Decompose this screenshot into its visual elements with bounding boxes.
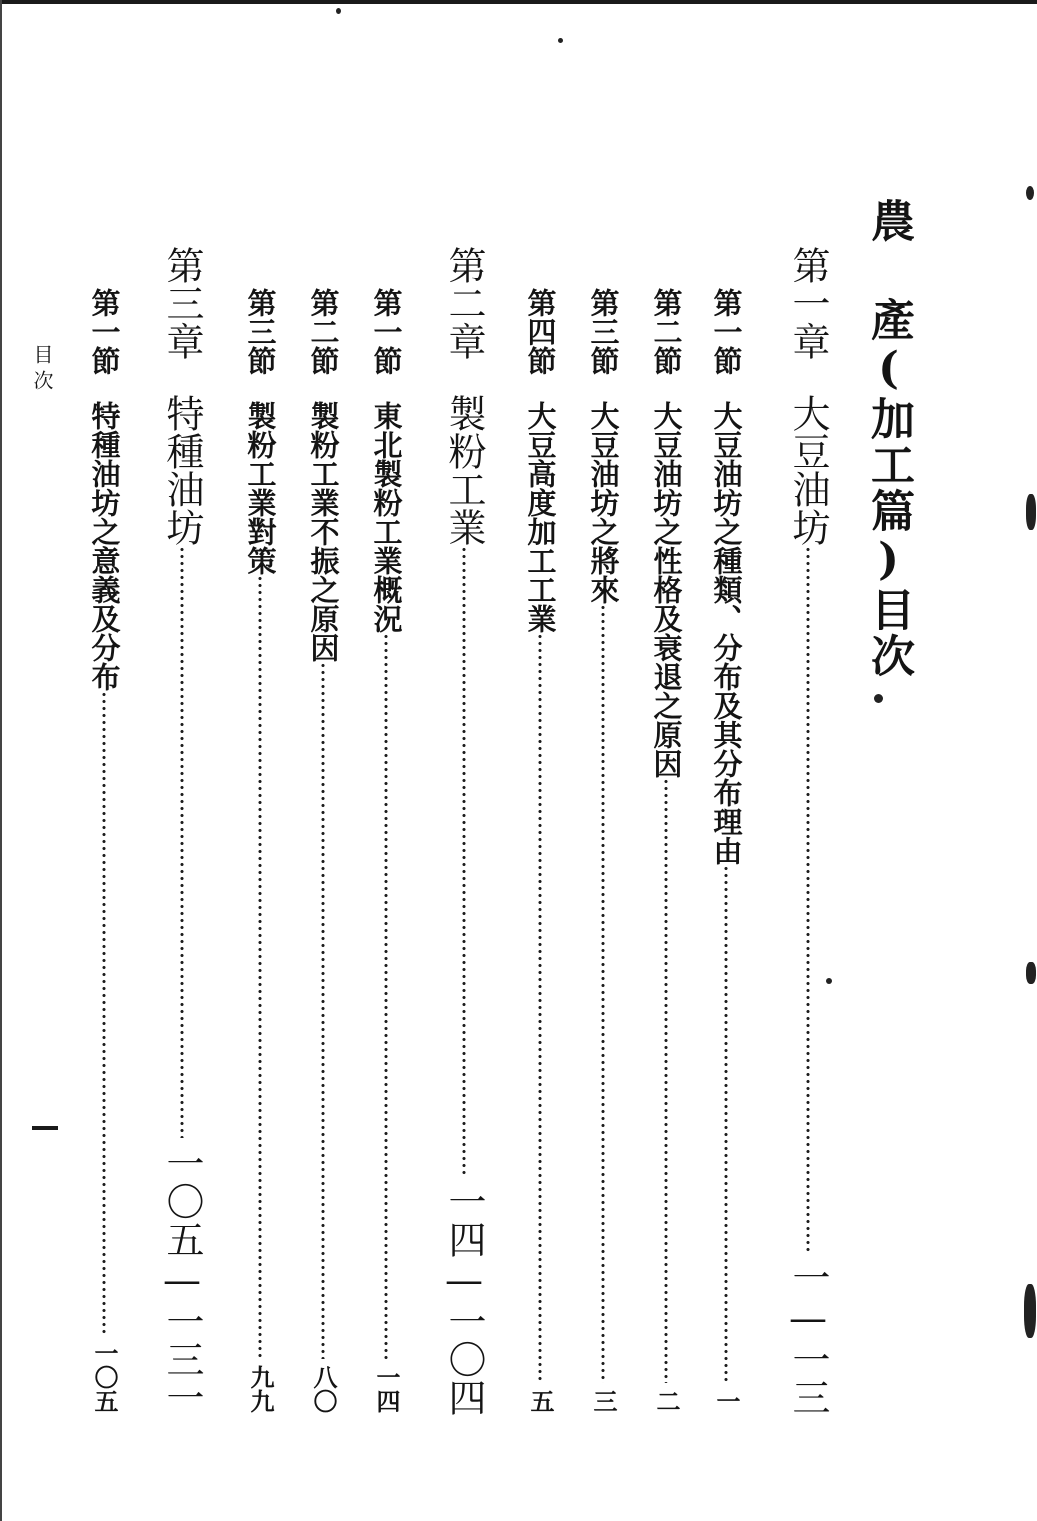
toc-section-1-3	[585, 288, 621, 1413]
dot-leader	[806, 546, 810, 1252]
scan-speck	[826, 978, 832, 984]
scan-speck	[1024, 1284, 1036, 1338]
section-label: 第三節	[243, 288, 278, 375]
section-title: 大豆油坊之種類、分布及其分布理由	[709, 401, 744, 865]
section-label: 第二節	[649, 288, 684, 375]
section-label: 第一節	[369, 288, 404, 375]
page-number: 九九	[246, 1365, 275, 1413]
page-number: 三	[589, 1389, 618, 1413]
dot-leader	[664, 778, 668, 1383]
section-title: 大豆油坊之將來	[586, 401, 621, 604]
section-label: 第三節	[586, 288, 621, 375]
dot-leader	[384, 633, 388, 1359]
section-title: 特種油坊之意義及分布	[87, 401, 122, 691]
section-label: 第四節	[523, 288, 558, 375]
chapter-label: 第三章	[160, 246, 204, 360]
scan-speck	[1026, 962, 1036, 984]
toc-section-3-1	[86, 288, 122, 1413]
scan-speck	[874, 694, 883, 703]
top-scan-border	[0, 0, 1037, 4]
page-number: 八〇	[309, 1365, 338, 1413]
scan-speck	[336, 8, 341, 14]
chapter-title: 製粉工業	[442, 394, 486, 546]
section-title: 製粉工業對策	[243, 401, 278, 575]
toc-section-1-2	[648, 288, 684, 1413]
toc-section-2-3	[242, 288, 278, 1413]
chapter-title: 大豆油坊	[786, 394, 830, 546]
dot-leader	[724, 865, 728, 1383]
page-number: 一〇五	[90, 1341, 119, 1413]
chapter-title: 特種油坊	[160, 394, 204, 546]
page-number: 二	[652, 1389, 681, 1413]
section-title: 大豆高度加工工業	[523, 401, 558, 633]
left-scan-border	[0, 0, 2, 1521]
page-number: 一〇五—一三一	[160, 1144, 204, 1416]
scan-speck	[558, 38, 563, 43]
dot-leader	[538, 633, 542, 1383]
section-title: 東北製粉工業概況	[369, 401, 404, 633]
toc-chapter-1	[786, 246, 830, 1416]
chapter-label: 第一章	[786, 246, 830, 360]
toc-chapter-3	[160, 246, 204, 1416]
running-footer: 目次	[30, 344, 54, 396]
toc-section-1-1	[708, 288, 744, 1413]
toc-chapter-2	[442, 246, 486, 1416]
page-number: 一	[712, 1389, 741, 1413]
toc-section-2-1	[368, 288, 404, 1413]
section-label: 第一節	[87, 288, 122, 375]
toc-section-2-2	[305, 288, 341, 1413]
page-number: 一四—一〇四	[442, 1182, 486, 1416]
section-label: 第二節	[306, 288, 341, 375]
section-label: 第一節	[709, 288, 744, 375]
dot-leader	[462, 546, 466, 1176]
section-title: 大豆油坊之性格及衰退之原因	[649, 401, 684, 778]
dot-leader	[321, 662, 325, 1359]
chapter-label: 第二章	[442, 246, 486, 360]
section-title: 製粉工業不振之原因	[306, 401, 341, 662]
toc-section-1-4	[522, 288, 558, 1413]
page-number: 一—一三	[786, 1258, 830, 1416]
folio-page-number	[32, 1126, 58, 1130]
dot-leader	[180, 546, 184, 1138]
scan-speck	[1026, 494, 1036, 530]
dot-leader	[601, 604, 605, 1383]
dot-leader	[258, 575, 262, 1359]
page-number: 五	[526, 1389, 555, 1413]
dot-leader	[102, 691, 106, 1335]
page-number: 一四	[372, 1365, 401, 1413]
scan-speck	[1026, 186, 1034, 200]
page-title: 農 產(加工篇)目次	[863, 198, 914, 679]
